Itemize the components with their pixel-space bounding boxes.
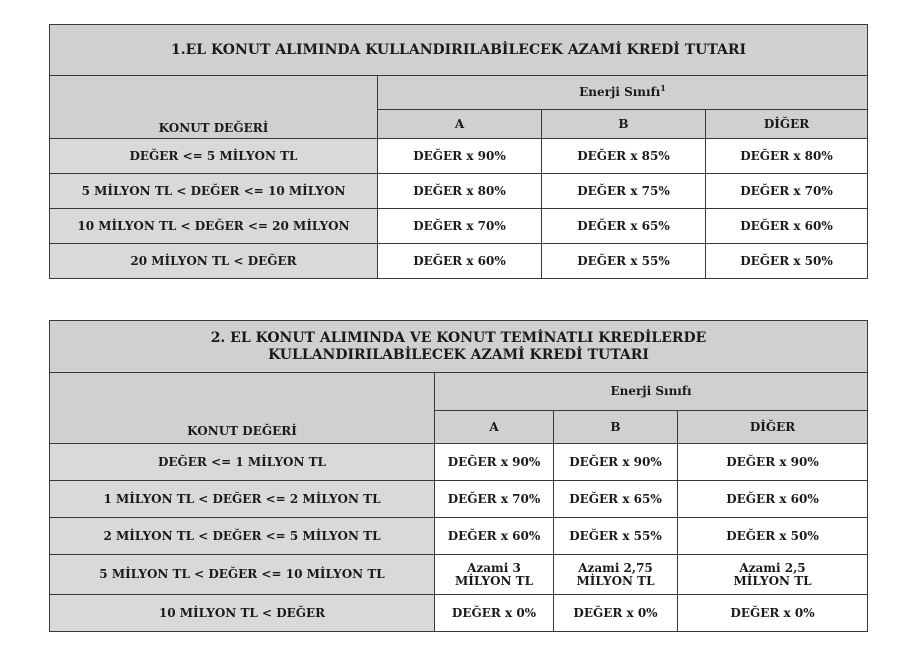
table-cell: DEĞER x 55%: [554, 518, 678, 555]
table-cell: DEĞER x 80%: [706, 139, 868, 174]
table1-class-other: DİĞER: [706, 110, 868, 139]
row-label: DEĞER <= 5 MİLYON TL: [50, 139, 378, 174]
table-cell: DEĞER x 60%: [378, 244, 542, 279]
table-cell: DEĞER x 50%: [706, 244, 868, 279]
table1-value-header: KONUT DEĞERİ: [50, 76, 378, 139]
table-cell: DEĞER x 65%: [554, 481, 678, 518]
table-cell: DEĞER x 60%: [678, 481, 868, 518]
table2-class-other: DİĞER: [678, 411, 868, 444]
table-cell: DEĞER x 0%: [554, 595, 678, 632]
table-cell: DEĞER x 75%: [542, 174, 706, 209]
table-cell: DEĞER x 90%: [435, 444, 554, 481]
table-cell: DEĞER x 70%: [378, 209, 542, 244]
table2-title-line2: KULLANDIRILABİLECEK AZAMİ KREDİ TUTARI: [268, 346, 649, 363]
row-label: 2 MİLYON TL < DEĞER <= 5 MİLYON TL: [50, 518, 435, 555]
cap-unit: MİLYON TL: [576, 573, 655, 588]
table-row: [50, 244, 868, 279]
row-label: 5 MİLYON TL < DEĞER <= 10 MİLYON TL: [50, 555, 435, 595]
table-row: [50, 139, 868, 174]
table-row: [50, 555, 868, 595]
row-label: 20 MİLYON TL < DEĞER: [50, 244, 378, 279]
table-row: [50, 518, 868, 555]
table2-energy-header: Enerji Sınıfı: [435, 373, 868, 411]
table2-value-header: KONUT DEĞERİ: [50, 373, 435, 444]
table-cell: DEĞER x 0%: [435, 595, 554, 632]
table2-title: [50, 321, 868, 373]
table1-energy-header: [378, 76, 868, 110]
table-cell: [678, 555, 868, 595]
cap-amount: Azami 2,5: [739, 560, 806, 575]
first-hand-credit-table: [49, 24, 868, 279]
row-label: 10 MİLYON TL < DEĞER: [50, 595, 435, 632]
row-label: 10 MİLYON TL < DEĞER <= 20 MİLYON: [50, 209, 378, 244]
table1-class-b: B: [542, 110, 706, 139]
cap-unit: MİLYON TL: [733, 573, 812, 588]
table-cell: DEĞER x 65%: [542, 209, 706, 244]
table-row: [50, 174, 868, 209]
table-row: [50, 481, 868, 518]
table-cell: [554, 555, 678, 595]
table2-title-line1: 2. EL KONUT ALIMINDA VE KONUT TEMİNATLI KREDİLERDE: [210, 329, 707, 346]
table2-class-a: A: [435, 411, 554, 444]
cap-unit: MİLYON TL: [454, 573, 534, 588]
table-cell: DEĞER x 70%: [706, 174, 868, 209]
table-cell: DEĞER x 60%: [435, 518, 554, 555]
cap-amount: Azami 2,75: [578, 560, 653, 575]
table-cell: DEĞER x 80%: [378, 174, 542, 209]
table1-energy-footnote: 1: [660, 83, 666, 93]
table1-title: 1.EL KONUT ALIMINDA KULLANDIRILABİLECEK AZAMİ KREDİ TUTARI: [50, 25, 868, 76]
table-row: [50, 595, 868, 632]
table1-energy-label: Enerji Sınıfı: [579, 85, 661, 99]
table-cell: DEĞER x 0%: [678, 595, 868, 632]
row-label: 5 MİLYON TL < DEĞER <= 10 MİLYON: [50, 174, 378, 209]
table-cell: DEĞER x 50%: [678, 518, 868, 555]
table-cell: DEĞER x 60%: [706, 209, 868, 244]
table-cell: DEĞER x 90%: [678, 444, 868, 481]
table-cell: DEĞER x 85%: [542, 139, 706, 174]
cap-amount: Azami 3: [467, 560, 521, 575]
table1-class-a: A: [378, 110, 542, 139]
second-hand-credit-table: [49, 320, 868, 632]
table-row: [50, 444, 868, 481]
table-cell: DEĞER x 90%: [378, 139, 542, 174]
row-label: 1 MİLYON TL < DEĞER <= 2 MİLYON TL: [50, 481, 435, 518]
table-cell: DEĞER x 55%: [542, 244, 706, 279]
table2-class-b: B: [554, 411, 678, 444]
table-cell: DEĞER x 90%: [554, 444, 678, 481]
table-cell: [435, 555, 554, 595]
table-row: [50, 209, 868, 244]
row-label: DEĞER <= 1 MİLYON TL: [50, 444, 435, 481]
table-cell: DEĞER x 70%: [435, 481, 554, 518]
